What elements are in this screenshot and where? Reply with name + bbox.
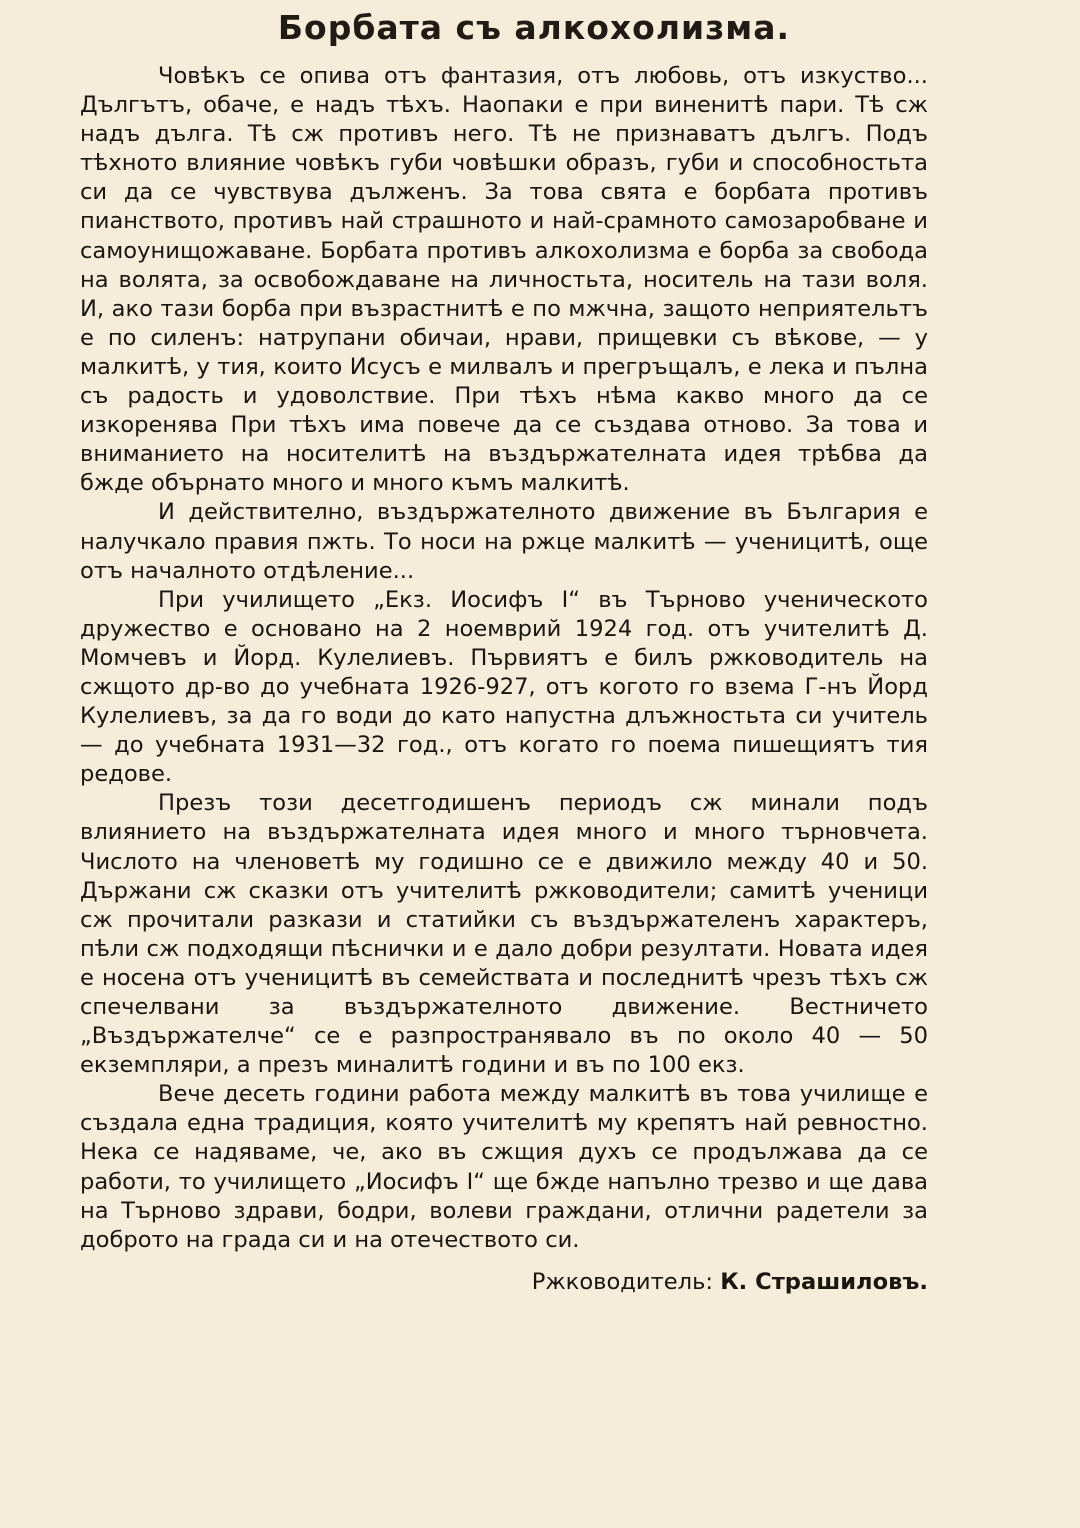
paragraph: Презъ този десетгодишенъ периодъ сж минали подъ влиянието на въздържателната идея много и много търновчета. Числото на членоветѣ му годишно се е движило между 40 и 50. Държани сж сказки отъ учителитѣ ржководители; самитѣ ученици сж прочитали разкази и статийки съ въздържателенъ характеръ, пѣли сж подходящи пѣснички и е дало добри резултати. Новата идея е носена отъ ученицитѣ въ семействата и последнитѣ чрезъ тѣхъ сж спечелвани за въздържателното движение. Вестничето „Въздържателче“ се е разпространявало въ по около 40 — 50 екземпляри, а презъ миналитѣ години и въ по 100 екз. [80,790,928,1079]
article-body [80,62,928,1255]
paragraph: Вече десеть години работа между малкитѣ въ това училище е създала една традиция, която учителитѣ му крепятъ най ревностно. Нека се надяваме, че, ако въ сжщия духъ се продължава да се работи, то училището „Иосифъ I“ ще бжде напълно трезво и ще дава на Търново здрави, бодри, волеви граждани, отлични радетели за доброто на града си и на отечеството си. [80,1081,928,1253]
signature-label: Ржководитель: [531,1268,714,1295]
paragraph: И действително, въздържателното движение въ България е налучкало правия пжть. То носи на ржце малкитѣ — ученицитѣ, още отъ началното отдѣление... [80,499,928,584]
article-title: Борбата съ алкохолизма. [277,8,791,47]
paragraph: При училището „Екз. Иосифъ I“ въ Търново ученическото дружество е основано на 2 ноемврий 1924 год. отъ учителитѣ Д. Момчевъ и Йорд. Кулелиевъ. Първиятъ е билъ ржководитель на сжщото др-во до учебната 1926-927, отъ когото го взема Г-нъ Йорд Кулелиевъ, за да го води до като напустна длъжностьта си учитель — до учебната 1931—32 год., отъ когато го поема пишещиятъ тия редове. [80,586,928,788]
paragraph: Човѣкъ се опива отъ фантазия, отъ любовь, отъ изкуство... Дългътъ, обаче, е надъ тѣхъ. Наопаки е при виненитѣ пари. Тѣ сж надъ дълга. Тѣ сж противъ него. Тѣ не признаватъ дългъ. Подъ тѣхното влияние човѣкъ губи човѣшки образъ, губи и способностьта си да се чувствува дълженъ. За това свята е борбата противъ пианството, противъ най страшното и най-срамното самозаробване и самоунищожаване. Борбата противъ алкохолизма е борба за свобода на волята, за освобождаване на личностьта, носитель на тази воля. И, ако тази борба при възрастнитѣ е по мжчна, защото неприятельтъ е по силенъ: натрупани обичаи, нрави, прищевки съ вѣкове, — у малкитѣ, у тия, които Исусъ е милвалъ и прегръщалъ, е лека и пълна съ радость и удоволствие. При тѣхъ нѣма какво много да се изкоренява При тѣхъ има повече да се създава отново. За това и вниманието на носителитѣ на въздържателната идея трѣбва да бжде обърнато много и много къмъ малкитѣ. [80,63,928,497]
signature-line [80,1267,928,1297]
signature-name: К. Страшиловъ. [720,1268,928,1295]
